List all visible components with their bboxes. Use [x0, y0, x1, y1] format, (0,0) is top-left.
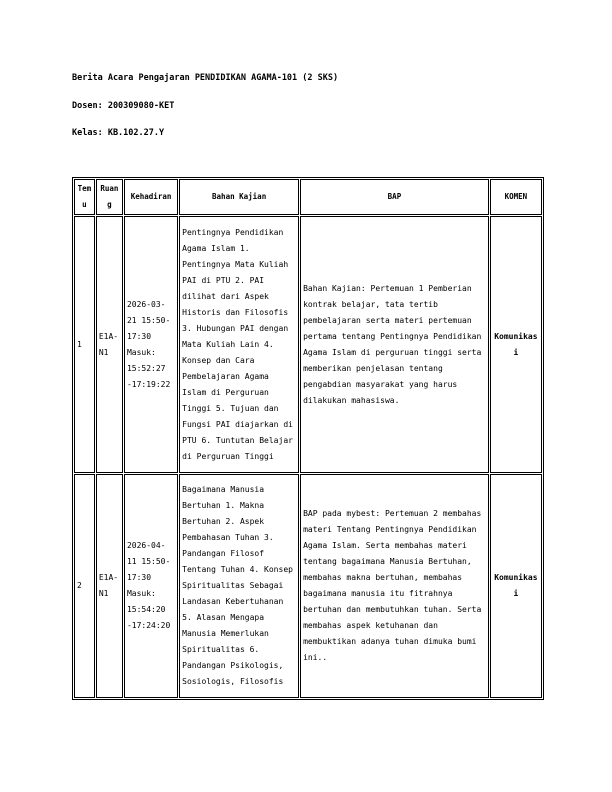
cell-kehadiran: 2026-04- 11 15:50- 17:30 Masuk: 15:54:20 -17:24:20 — [124, 474, 178, 698]
lecturer-line: Dosen: 200309080-KET — [72, 101, 175, 111]
cell-bahan-kajian: Pentingnya Pendidikan Agama Islam 1. Pentingnya Mata Kuliah PAI di PTU 2. PAI dilihat dari Aspek Historis dan Filosofis 3. Hubungan PAI dengan Mata Kuliah Lain 4. Konsep dan Cara Pembelajaran Agama Islam di Perguruan Tinggi 5. Tujuan dan Fungsi PAI diajarkan di PTU 6. Tuntutan Belajar di Perguruan Tinggi — [179, 216, 299, 473]
cell-komen: Komunikasi — [490, 216, 542, 473]
cell-kehadiran: 2026-03- 21 15:50- 17:30 Masuk: 15:52:27 -17:19:22 — [124, 216, 178, 473]
cell-temu: 1 — [74, 216, 95, 473]
cell-komen: Komunikasi — [490, 474, 542, 698]
attendance-table — [72, 177, 544, 700]
table-row — [74, 216, 542, 473]
column-header-komen: KOMEN — [490, 179, 542, 215]
cell-ruang: E1A- N1 — [96, 216, 123, 473]
column-header-bahan-kajian: Bahan Kajian — [179, 179, 299, 215]
document-title: Berita Acara Pengajaran PENDIDIKAN AGAMA-101 (2 SKS) — [72, 73, 339, 83]
cell-ruang: E1A- N1 — [96, 474, 123, 698]
cell-bap: Bahan Kajian: Pertemuan 1 Pemberian kontrak belajar, tata tertib pembelajaran serta materi pertemuan pertama tentang Pentingnya Pendidikan Agama Islam di perguruan tinggi serta memberikan penjelasan tentang pengabdian masyarakat yang harus dilakukan mahasiswa. — [300, 216, 489, 473]
cell-temu: 2 — [74, 474, 95, 698]
class-line: Kelas: KB.102.27.Y — [72, 128, 165, 138]
column-header-temu: Temu — [74, 179, 95, 215]
table-header-row — [74, 179, 542, 215]
column-header-ruang: Ruang — [96, 179, 123, 215]
column-header-bap: BAP — [300, 179, 489, 215]
table-row — [74, 474, 542, 698]
cell-bahan-kajian: Bagaimana Manusia Bertuhan 1. Makna Bertuhan 2. Aspek Pembahasan Tuhan 3. Pandangan Filosof Tentang Tuhan 4. Konsep Spiritualitas Sebagai Landasan Kebertuhanan 5. Alasan Mengapa Manusia Memerlukan Spiritualitas 6. Pandangan Psikologis, Sosiologis, Filosofis — [179, 474, 299, 698]
column-header-kehadiran: Kehadiran — [124, 179, 178, 215]
cell-bap: BAP pada mybest: Pertemuan 2 membahas materi Tentang Pentingnya Pendidikan Agama Islam. Serta membahas materi tentang bagaimana Manusia Bertuhan, membahas makna bertuhan, membahas bagaimana manusia itu fitrahnya bertuhan dan membutuhkan tuhan. Serta membahas aspek ketuhanan dan membuktikan adanya tuhan dimuka bumi ini.. — [300, 474, 489, 698]
